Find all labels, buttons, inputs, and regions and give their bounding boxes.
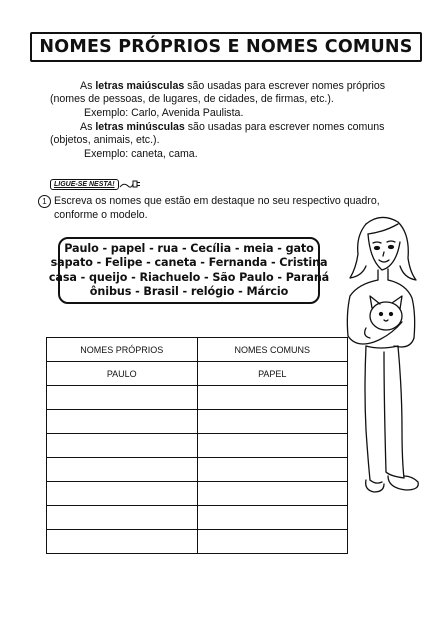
intro-text: As <box>80 121 96 133</box>
intro-paragraph-1 <box>50 80 410 120</box>
intro-text: As <box>80 80 96 92</box>
answer-cell[interactable] <box>197 458 348 482</box>
page-title: NOMES PRÓPRIOS E NOMES COMUNS <box>39 37 413 57</box>
intro-paragraph-2 <box>50 121 410 161</box>
table-row <box>47 362 348 386</box>
intro-line <box>50 80 410 93</box>
intro-bold-term: letras maiúsculas <box>95 80 185 92</box>
table-row <box>47 386 348 410</box>
intro-line <box>50 121 410 134</box>
word-bank-line: Paulo - papel - rua - Cecília - meia - gato <box>64 242 314 256</box>
example-line: Exemplo: caneta, cama. <box>84 147 198 160</box>
intro-line: (objetos, animais, etc.). <box>50 134 160 147</box>
title-box <box>30 32 422 62</box>
intro-text: são usadas para escrever nomes próprios <box>184 80 386 92</box>
table-row <box>47 410 348 434</box>
answer-cell[interactable] <box>47 386 198 410</box>
intro-line: (nomes de pessoas, de lugares, de cidades, de firmas, etc.). <box>50 93 334 106</box>
table-row <box>47 506 348 530</box>
answer-cell[interactable] <box>47 506 198 530</box>
instruction-line <box>38 195 428 209</box>
intro-bold-term: letras minúsculas <box>95 121 185 133</box>
table-row <box>47 530 348 554</box>
answer-cell[interactable] <box>47 458 198 482</box>
instruction-text: Escreva os nomes que estão em destaque no seu respectivo quadro, <box>54 195 380 207</box>
table-row <box>47 482 348 506</box>
answer-cell[interactable] <box>197 482 348 506</box>
answer-cell[interactable] <box>197 386 348 410</box>
answer-table <box>46 337 348 554</box>
example-common-noun: PAPEL <box>197 362 348 386</box>
answer-cell[interactable] <box>47 530 198 554</box>
instruction-line: conforme o modelo. <box>54 208 148 221</box>
word-bank-line: casa - queijo - Riachuelo - São Paulo - Paraná <box>48 270 330 284</box>
table-row <box>47 434 348 458</box>
girl-holding-cat-illustration <box>326 210 426 500</box>
header-proper-nouns: NOMES PRÓPRIOS <box>47 338 198 362</box>
word-bank-line: ônibus - Brasil - relógio - Márcio <box>89 284 289 298</box>
example-line: Exemplo: Carlo, Avenida Paulista. <box>84 106 244 119</box>
answer-cell[interactable] <box>197 506 348 530</box>
answer-cell[interactable] <box>197 434 348 458</box>
liga-se-label: LIGUE-SE NESTA! <box>50 179 119 190</box>
answer-cell[interactable] <box>47 482 198 506</box>
header-common-nouns: NOMES COMUNS <box>197 338 348 362</box>
liga-se-badge <box>50 178 141 190</box>
example-proper-noun: PAULO <box>47 362 198 386</box>
exercise-number: 1 <box>38 195 51 208</box>
answer-cell[interactable] <box>47 410 198 434</box>
plug-icon <box>119 178 141 190</box>
answer-cell[interactable] <box>47 434 198 458</box>
word-bank-line: sapato - Felipe - caneta - Fernanda - Cristina <box>50 256 328 270</box>
table-row <box>47 458 348 482</box>
intro-text: são usadas para escrever nomes comuns <box>184 121 385 133</box>
word-bank <box>48 237 330 304</box>
answer-cell[interactable] <box>197 530 348 554</box>
answer-cell[interactable] <box>197 410 348 434</box>
table-header-row <box>47 338 348 362</box>
